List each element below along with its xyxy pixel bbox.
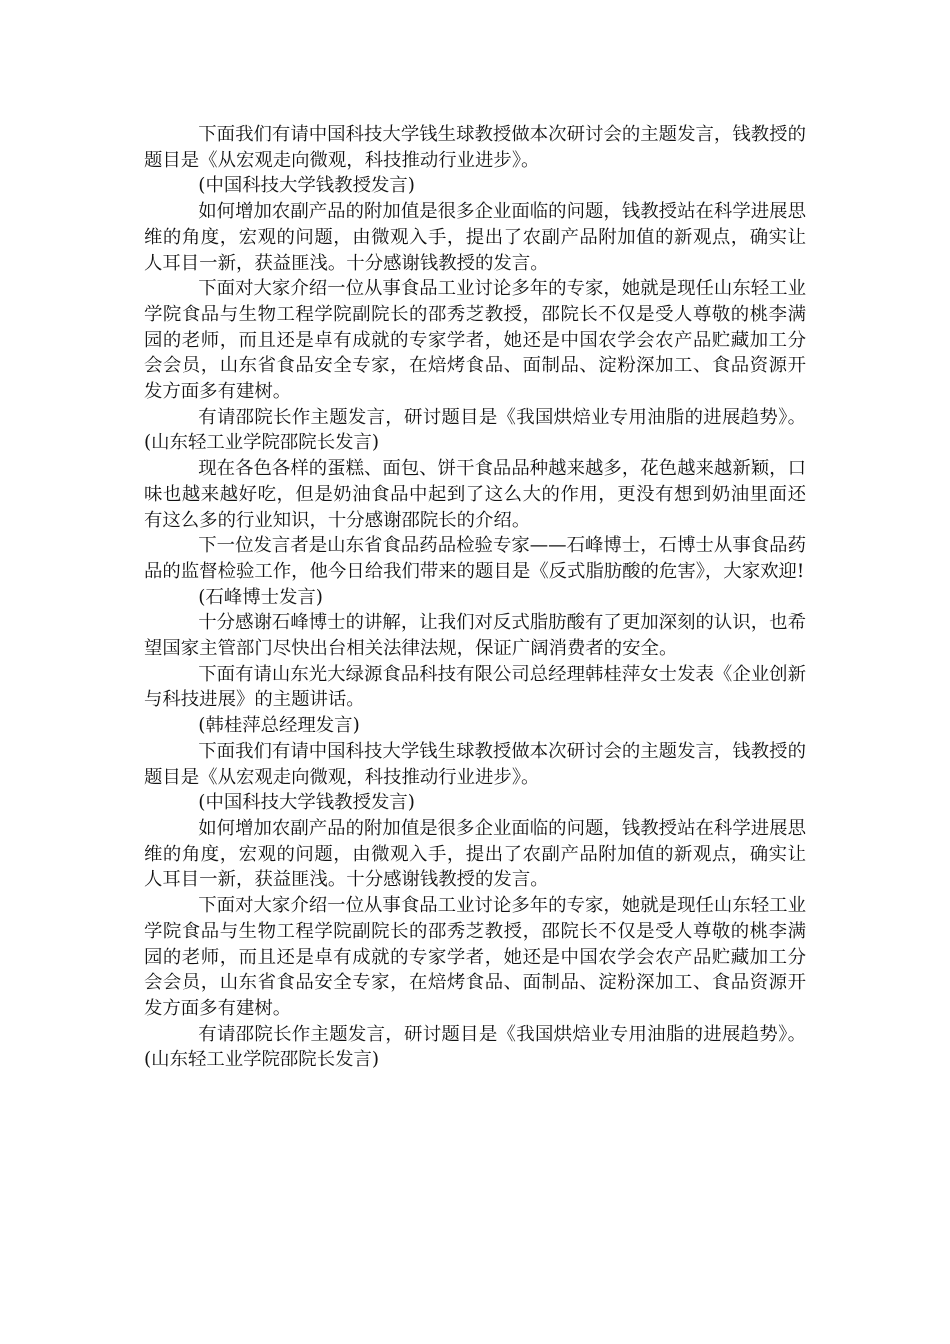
- paragraph: (中国科技大学钱教授发言): [198, 792, 415, 814]
- paragraph: 下面我们有请中国科技大学钱生球教授做本次研讨会的主题发言，钱教授的题目是《从宏观走向微观，科技推动行业进步》。: [144, 740, 806, 788]
- paragraph: (石峰博士发言): [198, 586, 323, 608]
- paragraph: 下面对大家介绍一位从事食品工业讨论多年的专家，她就是现任山东轻工业学院食品与生物工程学院副院长的邵秀芝教授，邵院长不仅是受人尊敬的桃李满园的老师，而且还是卓有成就的专家学者，她还是中国农学会农产品贮藏加工分会会员，山东省食品安全专家，在焙烤食品、面制品、淀粉深加工、食品资源开发方面多有建树。: [144, 278, 806, 403]
- paragraph: 十分感谢石峰博士的讲解，让我们对反式脂肪酸有了更加深刻的认识，也希望国家主管部门尽快出台相关法律法规，保证广阔消费者的安全。: [144, 612, 806, 660]
- paragraph: 如何增加农副产品的附加值是很多企业面临的问题，钱教授站在科学进展思维的角度，宏观的问题，由微观入手，提出了农副产品附加值的新观点，确实让人耳目一新，获益匪浅。十分感谢钱教授的发言。: [144, 817, 806, 891]
- paragraph: (韩桂萍总经理发言): [198, 715, 360, 737]
- paragraph: (中国科技大学钱教授发言): [198, 175, 415, 197]
- paragraph: 有请邵院长作主题发言，研讨题目是《我国烘焙业专用油脂的进展趋势》。(山东轻工业学院邵院长发言): [144, 1023, 806, 1071]
- paragraph: 有请邵院长作主题发言，研讨题目是《我国烘焙业专用油脂的进展趋势》。(山东轻工业学院邵院长发言): [144, 406, 806, 454]
- paragraph: 下面我们有请中国科技大学钱生球教授做本次研讨会的主题发言，钱教授的题目是《从宏观走向微观，科技推动行业进步》。: [144, 124, 806, 171]
- paragraph: 下一位发言者是山东省食品药品检验专家——石峰博士，石博士从事食品药品的监督检验工作，他今日给我们带来的题目是《反式脂肪酸的危害》，大家欢迎!: [144, 535, 806, 582]
- document-body: [144, 122, 806, 1073]
- paragraph: 下面对大家介绍一位从事食品工业讨论多年的专家，她就是现任山东轻工业学院食品与生物工程学院副院长的邵秀芝教授，邵院长不仅是受人尊敬的桃李满园的老师，而且还是卓有成就的专家学者，她还是中国农学会农产品贮藏加工分会会员，山东省食品安全专家，在焙烤食品、面制品、淀粉深加工、食品资源开发方面多有建树。: [144, 895, 806, 1019]
- paragraph: 现在各色各样的蛋糕、面包、饼干食品品种越来越多，花色越来越新颖，口味也越来越好吃，但是奶油食品中起到了这么大的作用，更没有想到奶油里面还有这么多的行业知识，十分感谢邵院长的介绍。: [144, 458, 806, 531]
- paragraph: 下面有请山东光大绿源食品科技有限公司总经理韩桂萍女士发表《企业创新与科技进展》的主题讲话。: [144, 663, 806, 711]
- paragraph: 如何增加农副产品的附加值是很多企业面临的问题，钱教授站在科学进展思维的角度，宏观的问题，由微观入手，提出了农副产品附加值的新观点，确实让人耳目一新，获益匪浅。十分感谢钱教授的发言。: [144, 201, 806, 274]
